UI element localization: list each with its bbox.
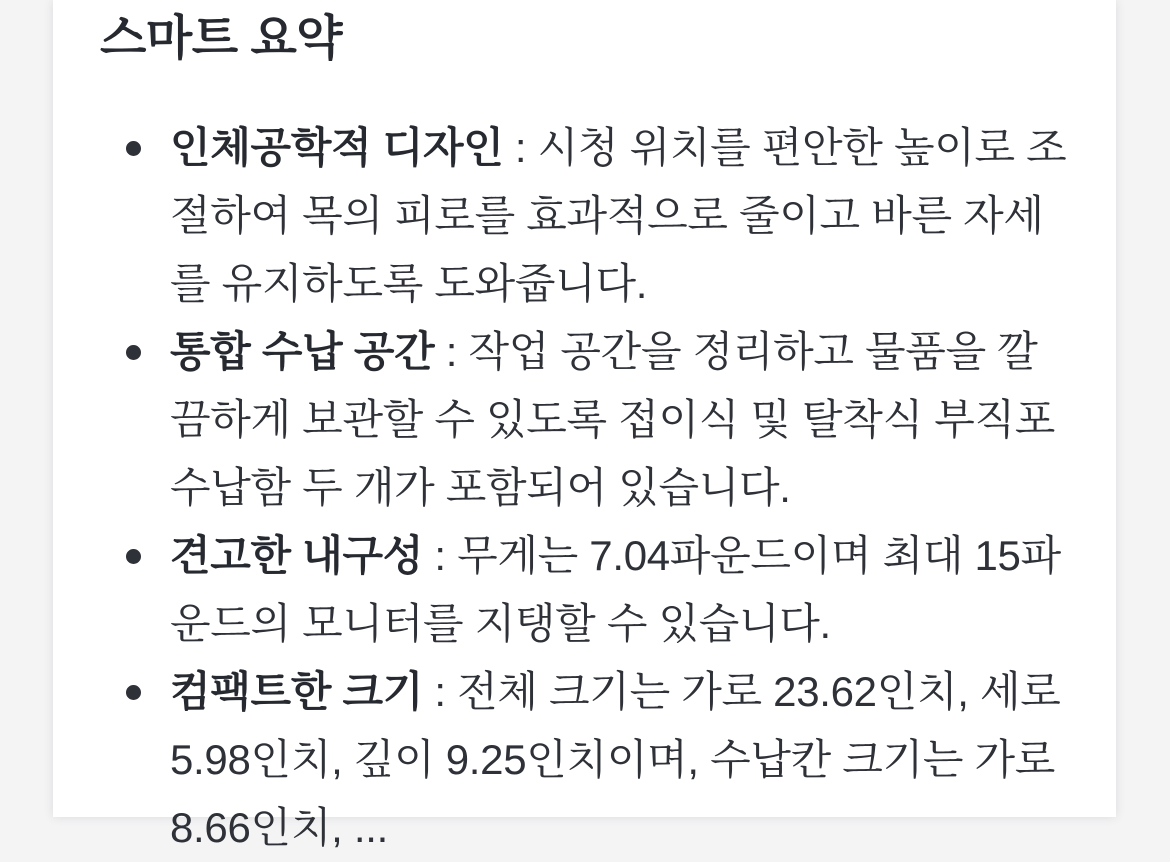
smart-summary-content bbox=[53, 0, 1116, 862]
summary-item-text: 작업 공간을 정리하고 물품을 깔끔하게 보관할 수 있도록 접이식 및 탈착식 부직포 수납함 두 개가 포함되어 있습니다. bbox=[170, 327, 1056, 511]
summary-list bbox=[100, 114, 1071, 862]
bullet-icon bbox=[126, 345, 141, 360]
summary-item-ergonomic bbox=[100, 114, 1071, 318]
smart-summary-card bbox=[53, 0, 1116, 851]
summary-item-keyword: 컴팩트한 크기 bbox=[170, 667, 424, 715]
summary-item-storage bbox=[100, 318, 1071, 522]
summary-item-keyword: 견고한 내구성 bbox=[170, 531, 424, 579]
summary-item-text: 무게는 7.04파운드이며 최대 15파운드의 모니터를 지탱할 수 있습니다. bbox=[170, 531, 1061, 647]
bullet-icon bbox=[126, 141, 141, 156]
summary-item-keyword: 통합 수납 공간 bbox=[170, 327, 435, 375]
summary-item-text: 시청 위치를 편안한 높이로 조절하여 목의 피로를 효과적으로 줄이고 바른 자세를 유지하도록 도와줍니다. bbox=[170, 123, 1067, 307]
bullet-icon bbox=[126, 685, 141, 700]
summary-item-separator: : bbox=[423, 531, 458, 579]
summary-item-text: 전체 크기는 가로 23.62인치, 세로 5.98인치, 깊이 9.25인치이며, 수납칸 크기는 가로 8.66인치, ... bbox=[170, 667, 1061, 851]
summary-item-durability bbox=[100, 522, 1071, 658]
summary-item-separator: : bbox=[434, 327, 469, 375]
summary-item-keyword: 인체공학적 디자인 bbox=[170, 123, 504, 171]
summary-item-separator: : bbox=[503, 123, 538, 171]
smart-summary-title: 스마트 요약 bbox=[100, 12, 343, 65]
summary-item-size bbox=[100, 658, 1071, 862]
summary-item-separator: : bbox=[423, 667, 458, 715]
bullet-icon bbox=[126, 549, 141, 564]
